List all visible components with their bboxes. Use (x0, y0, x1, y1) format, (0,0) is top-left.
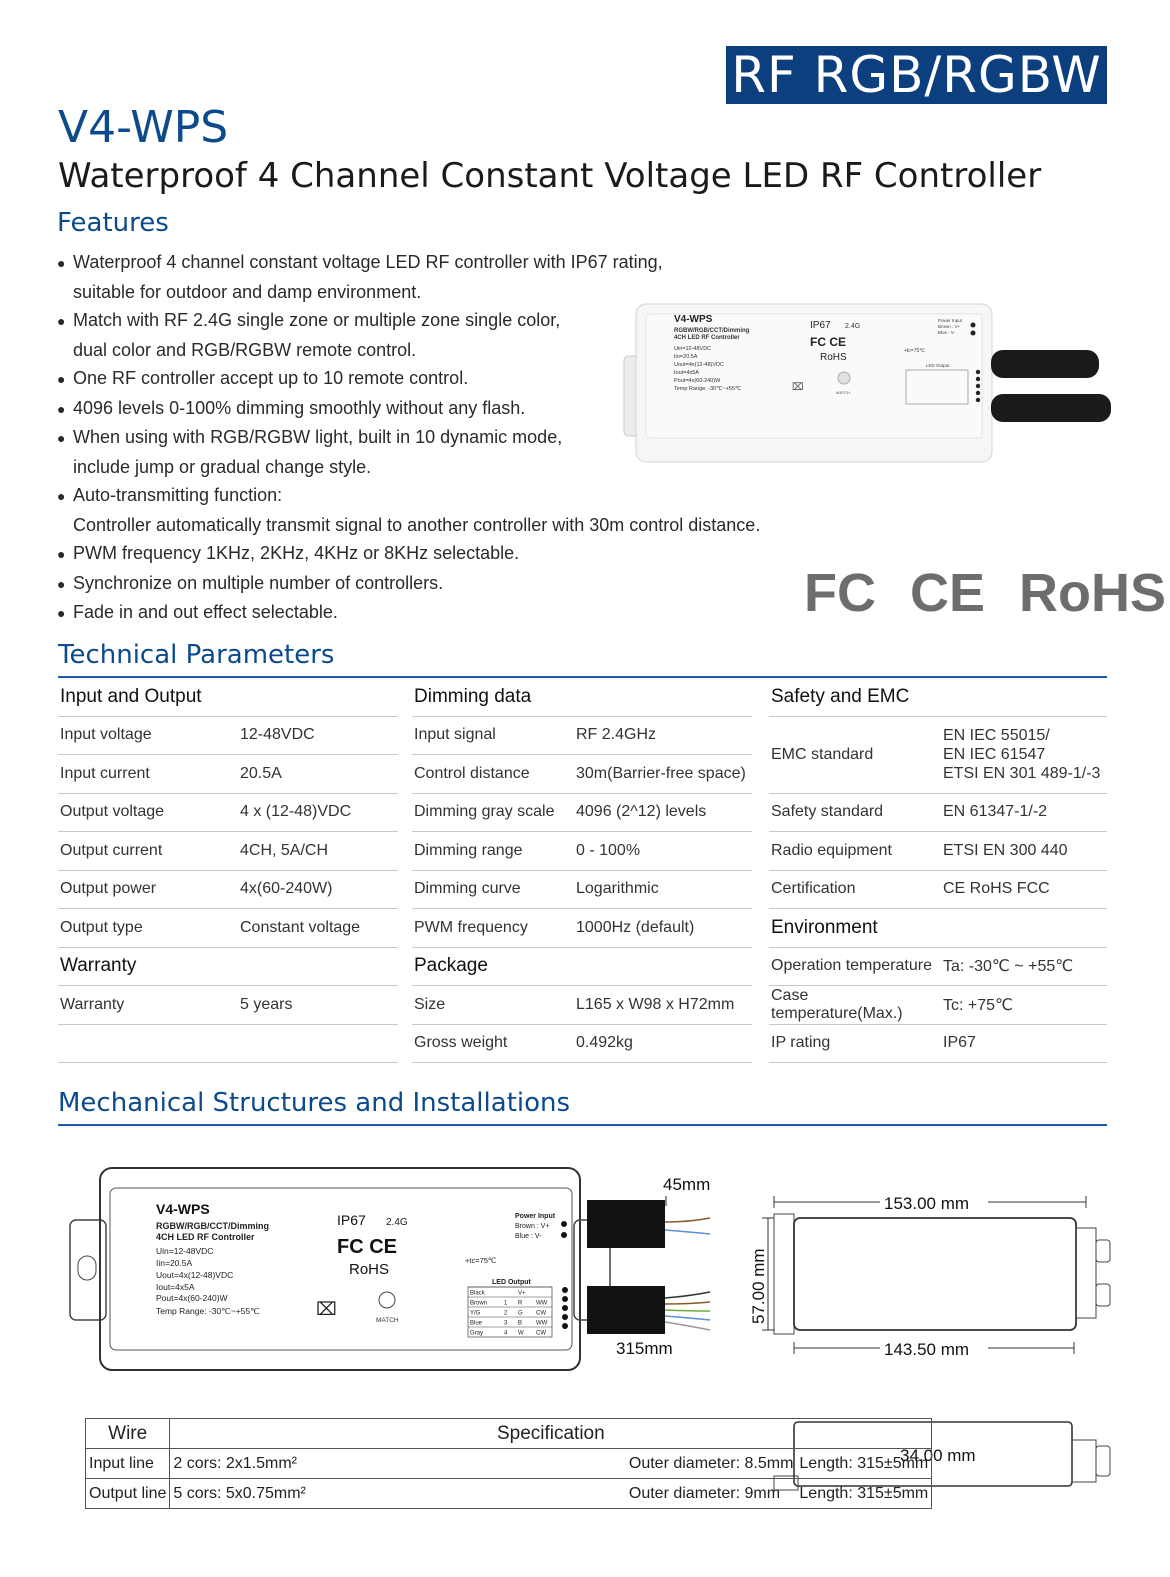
category-banner: RF RGB/RGBW (726, 46, 1107, 104)
bullet-icon: ● (57, 400, 66, 417)
photo-label-name: 4CH LED RF Controller (674, 335, 740, 341)
table-dimming (412, 678, 752, 1063)
match-button[interactable] (838, 372, 850, 384)
section-title: Environment (769, 909, 1107, 948)
model-title: V4-WPS (58, 102, 229, 153)
table-row: Radio equipment ETSI EN 300 440 (769, 832, 1107, 871)
led-table-cell: Y/G (470, 1310, 481, 1317)
section-title: Warranty (58, 947, 398, 986)
led-table-cell: 3 (504, 1320, 508, 1327)
bullet-icon: ● (57, 575, 66, 592)
photo-label-type: RGBW/RGB/CCT/Dimming (674, 328, 750, 334)
feature-line: ● One RF controller accept up to 10 remote control. (57, 364, 777, 394)
wire-header: Wire (86, 1419, 170, 1449)
label-ip: IP67 (337, 1212, 366, 1228)
table-row: Dimming gray scale 4096 (2^12) levels (412, 793, 752, 832)
bullet-icon: ● (57, 313, 66, 329)
led-table-cell: V+ (518, 1290, 526, 1297)
feature-line: ● Waterproof 4 channel constant voltage LED RF controller with IP67 rating, (57, 248, 777, 278)
section-title: Dimming data (412, 678, 752, 716)
photo-label-power-input: Power Input (938, 318, 963, 323)
photo-label-rohs: RoHS (820, 352, 847, 363)
led-table-cell: W (518, 1330, 524, 1337)
certification-logos (804, 562, 1166, 624)
front-view-drawing (60, 1160, 740, 1380)
photo-label-match: MATCH (836, 390, 850, 395)
led-table-cell: G (518, 1310, 523, 1317)
table-row: Operation temperature Ta: -30℃ ~ +55℃ (769, 947, 1107, 986)
led-table-cell: R (518, 1300, 523, 1307)
label-led-output: LED Output (492, 1279, 531, 1286)
top-view-drawing (744, 1188, 1124, 1368)
table-safety (769, 678, 1107, 1063)
table-row: Input current 20.5A (58, 755, 398, 794)
feature-line: ● PWM frequency 1KHz, 2KHz, 4KHz or 8KHz selectable. (57, 539, 777, 569)
table-row: Output current 4CH, 5A/CH (58, 832, 398, 871)
table-row: IP rating IP67 (769, 1024, 1107, 1063)
bullet-icon: ● (57, 371, 66, 387)
table-input-output (58, 678, 398, 1063)
label-rohs: RoHS (349, 1261, 390, 1278)
table-row: PWM frequency 1000Hz (default) (412, 909, 752, 948)
table-row: Output line 5 cors: 5x0.75mm² Outer diameter: 9mm Length: 315±5mm (86, 1479, 932, 1509)
output-cable (991, 394, 1111, 422)
photo-label-iout: Iout=4x5A (674, 370, 699, 376)
dim-57mm: 57.00 mm (749, 1248, 768, 1324)
table-row: Dimming curve Logarithmic (412, 870, 752, 909)
table-row: Input voltage 12-48VDC (58, 716, 398, 755)
label-name: 4CH LED RF Controller (156, 1232, 255, 1242)
label-rf: 2.4G (386, 1217, 408, 1228)
dim-34mm: 34.00 mm (900, 1446, 976, 1465)
photo-label-iin: Iin=20.5A (674, 354, 698, 360)
bullet-icon: ● (57, 546, 66, 562)
dim-143mm: 143.50 mm (884, 1340, 970, 1359)
led-table-cell: WW (536, 1320, 548, 1327)
section-title: Input and Output (58, 678, 398, 716)
table-row: Certification CE RoHS FCC (769, 870, 1107, 909)
label-model: V4-WPS (156, 1201, 210, 1217)
input-cable (991, 350, 1099, 378)
table-row: Output power 4x(60-240W) (58, 870, 398, 909)
feature-line: ● Fade in and out effect selectable. (57, 598, 777, 628)
led-table-cell: Blue (470, 1320, 483, 1327)
input-cable (587, 1200, 665, 1248)
table-row: Dimming range 0 - 100% (412, 832, 752, 871)
section-title: Safety and EMC (769, 678, 1107, 716)
table-row (58, 1024, 398, 1063)
table-row: Control distance 30m(Barrier-free space) (412, 755, 752, 794)
label-type: RGBW/RGB/CCT/Dimming (156, 1221, 269, 1231)
led-table-cell: Black (470, 1290, 485, 1297)
technical-heading: Technical Parameters (58, 640, 335, 670)
table-row: Case temperature(Max.) Tc: +75℃ (769, 986, 1107, 1025)
photo-label-led-output: LED Output (926, 363, 950, 368)
dim-45mm: 45mm (663, 1175, 711, 1194)
feature-line: ● Auto-transmitting function: (57, 481, 777, 511)
mechanical-heading: Mechanical Structures and Installations (58, 1088, 571, 1118)
led-table-cell: Brown (470, 1300, 488, 1307)
bullet-icon: ● (57, 605, 66, 621)
led-table-cell: WW (536, 1300, 548, 1307)
photo-label-pout: Pout=4x(60-240)W (674, 378, 721, 384)
spec-header: Specification (170, 1419, 932, 1449)
product-subtitle: Waterproof 4 Channel Constant Voltage LED RF Controller (58, 156, 1042, 196)
rohs-logo: RoHS (1019, 563, 1166, 623)
match-button[interactable] (379, 1292, 395, 1308)
led-table-cell: 1 (504, 1300, 508, 1307)
photo-label-model: V4-WPS (674, 314, 713, 325)
output-cable (587, 1286, 665, 1334)
dim-153mm: 153.00 mm (884, 1194, 970, 1213)
section-title: Package (412, 947, 752, 986)
led-table-cell: Gray (470, 1330, 484, 1337)
feature-line: ● Match with RF 2.4G single zone or multiple zone single color, (57, 306, 777, 336)
product-photo (616, 298, 1116, 470)
wire-spec-table (85, 1418, 932, 1509)
table-row: Safety standard EN 61347-1/-2 (769, 793, 1107, 832)
feature-line: suitable for outdoor and damp environment. (73, 281, 422, 302)
table-row: Output voltage 4 x (12-48)VDC (58, 793, 398, 832)
led-table-cell: CW (536, 1330, 546, 1337)
label-fcce: FC CE (337, 1236, 397, 1258)
label-uout: Uout=4x(12-48)VDC (156, 1270, 234, 1280)
photo-label-ip: IP67 (810, 320, 831, 331)
led-table-cell: CW (536, 1310, 546, 1317)
label-power-input: Power Input (515, 1213, 556, 1220)
fcc-logo: FC (804, 563, 876, 623)
bullet-icon: ● (57, 255, 66, 271)
led-table-cell: 2 (504, 1310, 508, 1317)
photo-label-fcce: FC CE (810, 335, 846, 349)
label-match: MATCH (376, 1317, 399, 1324)
led-output-table (468, 1287, 552, 1337)
photo-label-tc: +tc=75℃ (904, 348, 925, 354)
label-uin: Uin=12-48VDC (156, 1246, 214, 1256)
photo-label-brown: Brown : V+ (938, 324, 961, 329)
mechanical-rule (58, 1124, 1107, 1126)
feature-line: ● Synchronize on multiple number of controllers. (57, 569, 777, 599)
photo-label-blue: Blue : V- (938, 330, 956, 335)
label-tc: +tc=75℃ (465, 1256, 497, 1265)
label-temp: Temp Range: -30℃~+55℃ (156, 1306, 260, 1316)
table-row: Gross weight 0.492kg (412, 1024, 752, 1063)
dim-315mm: 315mm (616, 1339, 673, 1358)
features-heading: Features (57, 208, 169, 238)
table-row: EMC standard EN IEC 55015/ EN IEC 61547 ETSI EN 301 489-1/-3 (769, 716, 1107, 793)
bullet-icon: ● (57, 430, 66, 446)
table-row: Output type Constant voltage (58, 909, 398, 948)
led-table-cell: 4 (504, 1330, 508, 1337)
feature-line: Controller automatically transmit signal to another controller with 30m control distance. (73, 514, 761, 535)
label-pout: Pout=4x(60-240)W (156, 1293, 228, 1303)
recycle-bin-icon: ⌧ (316, 1299, 337, 1319)
photo-label-uin: Uin=12-48VDC (674, 346, 712, 352)
photo-label-temp: Temp Range: -30℃~+55℃ (674, 386, 742, 392)
table-row: Input line 2 cors: 2x1.5mm² Outer diameter: 8.5mm Length: 315±5mm (86, 1449, 932, 1479)
label-iout: Iout=4x5A (156, 1282, 195, 1292)
photo-label-rf: 2.4G (845, 323, 861, 330)
label-brown: Brown : V+ (515, 1223, 550, 1230)
ce-logo: CE (909, 563, 985, 623)
photo-label-uout: Uout=4x(12-48)VDC (674, 362, 724, 368)
table-row: Size L165 x W98 x H72mm (412, 986, 752, 1025)
label-blue: Blue : V- (515, 1233, 542, 1240)
led-table-cell: B (518, 1320, 523, 1327)
feature-line: ● 4096 levels 0-100% dimming smoothly without any flash. (57, 394, 777, 424)
label-iin: Iin=20.5A (156, 1258, 193, 1268)
table-row: Input signal RF 2.4GHz (412, 716, 752, 755)
recycle-bin-icon: ⌧ (792, 382, 804, 393)
table-row: Warranty 5 years (58, 986, 398, 1025)
feature-line: dual color and RGB/RGBW remote control. (73, 339, 417, 360)
bullet-icon: ● (57, 488, 66, 504)
feature-line: include jump or gradual change style. (73, 456, 372, 477)
feature-line: ● When using with RGB/RGBW light, built in 10 dynamic mode, (57, 423, 777, 453)
